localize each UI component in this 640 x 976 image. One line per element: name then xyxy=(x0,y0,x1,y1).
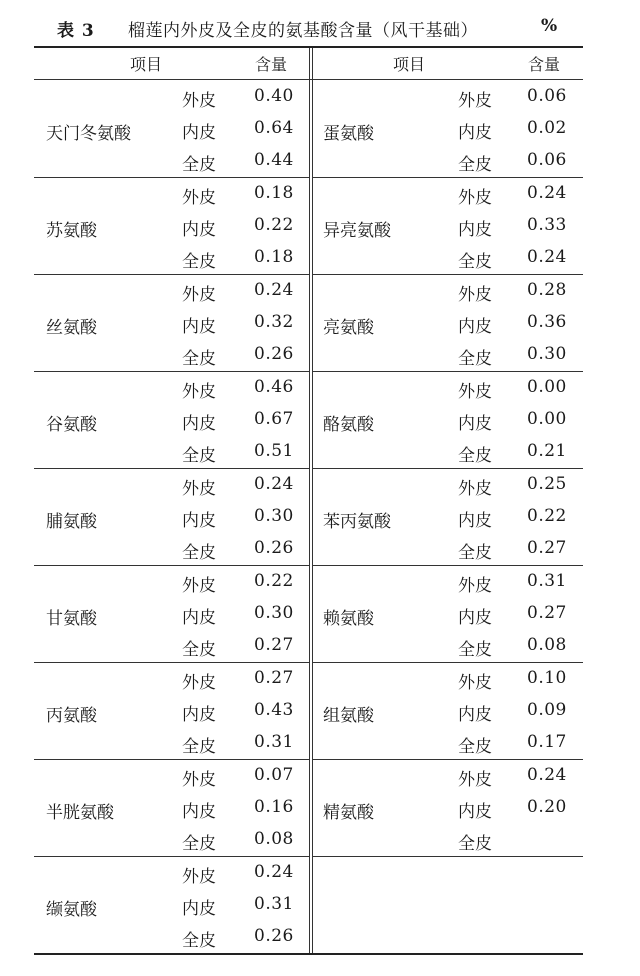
peel-part-label: 内皮 xyxy=(458,705,492,725)
peel-part-label: 内皮 xyxy=(458,220,492,240)
content-value: 0.00 xyxy=(527,409,567,429)
peel-part-label: 全皮 xyxy=(458,446,492,466)
peel-part-label: 外皮 xyxy=(458,770,492,790)
content-value: 0.26 xyxy=(254,538,294,558)
amino-acid-group xyxy=(0,566,640,663)
table-number: 表 3 xyxy=(57,21,95,41)
peel-part-label: 全皮 xyxy=(458,252,492,272)
peel-part-label: 外皮 xyxy=(182,770,216,790)
group-separator xyxy=(312,856,583,857)
peel-part-label: 外皮 xyxy=(458,91,492,111)
amino-acid-name: 缬氨酸 xyxy=(46,900,97,920)
amino-acid-group xyxy=(0,372,640,469)
peel-part-label: 内皮 xyxy=(458,414,492,434)
peel-part-label: 全皮 xyxy=(458,349,492,369)
amino-acid-group xyxy=(0,178,640,275)
peel-part-label: 全皮 xyxy=(458,543,492,563)
content-value: 0.24 xyxy=(527,765,567,785)
amino-acid-name: 赖氨酸 xyxy=(323,609,374,629)
peel-part-label: 全皮 xyxy=(182,446,216,466)
peel-part-label: 内皮 xyxy=(182,705,216,725)
peel-part-label: 外皮 xyxy=(182,673,216,693)
peel-part-label: 内皮 xyxy=(182,608,216,628)
content-value: 0.33 xyxy=(527,215,567,235)
amino-acid-name: 苏氨酸 xyxy=(46,221,97,241)
content-value: 0.36 xyxy=(527,312,567,332)
content-value: 0.26 xyxy=(254,344,294,364)
peel-part-label: 外皮 xyxy=(458,673,492,693)
content-value: 0.20 xyxy=(527,797,567,817)
content-value: 0.24 xyxy=(527,183,567,203)
peel-part-label: 外皮 xyxy=(182,285,216,305)
peel-part-label: 内皮 xyxy=(458,123,492,143)
content-value: 0.02 xyxy=(527,118,567,138)
amino-acid-name: 谷氨酸 xyxy=(46,415,97,435)
peel-part-label: 外皮 xyxy=(182,867,216,887)
peel-part-label: 全皮 xyxy=(182,252,216,272)
content-value: 0.00 xyxy=(527,377,567,397)
amino-acid-group xyxy=(0,469,640,566)
amino-acid-name: 酪氨酸 xyxy=(323,415,374,435)
table-caption xyxy=(0,12,640,44)
content-value: 0.27 xyxy=(254,668,294,688)
amino-acid-name: 精氨酸 xyxy=(323,803,374,823)
content-value: 0.24 xyxy=(254,474,294,494)
header-content-left: 含量 xyxy=(255,55,288,74)
content-value: 0.31 xyxy=(254,894,294,914)
content-value: 0.06 xyxy=(527,86,567,106)
peel-part-label: 内皮 xyxy=(182,899,216,919)
content-value: 0.24 xyxy=(254,280,294,300)
table-header xyxy=(0,52,640,78)
peel-part-label: 全皮 xyxy=(182,834,216,854)
content-value: 0.08 xyxy=(254,829,294,849)
content-value: 0.30 xyxy=(254,603,294,623)
amino-acid-name: 亮氨酸 xyxy=(323,318,374,338)
content-value: 0.24 xyxy=(527,247,567,267)
content-value: 0.22 xyxy=(254,571,294,591)
peel-part-label: 全皮 xyxy=(458,640,492,660)
header-content-right: 含量 xyxy=(528,55,561,74)
peel-part-label: 内皮 xyxy=(182,802,216,822)
amino-acid-group xyxy=(0,275,640,372)
peel-part-label: 全皮 xyxy=(182,349,216,369)
amino-acid-name: 苯丙氨酸 xyxy=(323,512,391,532)
table-title: 榴莲内外皮及全皮的氨基酸含量（风干基础） xyxy=(128,21,478,41)
bottom-rule xyxy=(34,953,583,955)
peel-part-label: 全皮 xyxy=(458,155,492,175)
content-value: 0.22 xyxy=(527,506,567,526)
peel-part-label: 内皮 xyxy=(458,608,492,628)
peel-part-label: 内皮 xyxy=(182,414,216,434)
amino-acid-name: 异亮氨酸 xyxy=(323,221,391,241)
content-value: 0.18 xyxy=(254,183,294,203)
content-value: 0.64 xyxy=(254,118,294,138)
content-value: 0.67 xyxy=(254,409,294,429)
peel-part-label: 外皮 xyxy=(458,576,492,596)
peel-part-label: 外皮 xyxy=(458,285,492,305)
peel-part-label: 内皮 xyxy=(182,317,216,337)
content-value: 0.22 xyxy=(254,215,294,235)
peel-part-label: 内皮 xyxy=(458,511,492,531)
amino-acid-name: 丙氨酸 xyxy=(46,706,97,726)
content-value: 0.10 xyxy=(527,668,567,688)
peel-part-label: 内皮 xyxy=(182,220,216,240)
amino-acid-group xyxy=(0,760,640,857)
peel-part-label: 外皮 xyxy=(458,479,492,499)
peel-part-label: 外皮 xyxy=(182,479,216,499)
peel-part-label: 全皮 xyxy=(182,543,216,563)
peel-part-label: 全皮 xyxy=(458,834,492,854)
amino-acid-name: 甘氨酸 xyxy=(46,609,97,629)
amino-acid-name: 蛋氨酸 xyxy=(323,124,374,144)
unit-label: % xyxy=(541,16,558,36)
peel-part-label: 全皮 xyxy=(182,640,216,660)
header-item-left: 项目 xyxy=(130,55,163,74)
amino-acid-group xyxy=(0,857,640,954)
content-value: 0.18 xyxy=(254,247,294,267)
content-value: 0.44 xyxy=(254,150,294,170)
content-value: 0.09 xyxy=(527,700,567,720)
content-value: 0.24 xyxy=(254,862,294,882)
content-value: 0.27 xyxy=(254,635,294,655)
amino-acid-name: 丝氨酸 xyxy=(46,318,97,338)
peel-part-label: 内皮 xyxy=(182,123,216,143)
content-value: 0.27 xyxy=(527,603,567,623)
content-value: 0.21 xyxy=(527,441,567,461)
content-value: 0.40 xyxy=(254,86,294,106)
content-value: 0.30 xyxy=(527,344,567,364)
content-value: 0.31 xyxy=(254,732,294,752)
peel-part-label: 外皮 xyxy=(458,382,492,402)
content-value: 0.16 xyxy=(254,797,294,817)
content-value: 0.08 xyxy=(527,635,567,655)
peel-part-label: 内皮 xyxy=(458,802,492,822)
amino-acid-name: 天门冬氨酸 xyxy=(46,124,131,144)
content-value: 0.17 xyxy=(527,732,567,752)
peel-part-label: 外皮 xyxy=(182,188,216,208)
content-value: 0.32 xyxy=(254,312,294,332)
content-value: 0.46 xyxy=(254,377,294,397)
peel-part-label: 全皮 xyxy=(182,737,216,757)
amino-acid-name: 组氨酸 xyxy=(323,706,374,726)
content-value: 0.06 xyxy=(527,150,567,170)
content-value: 0.28 xyxy=(527,280,567,300)
content-value: 0.25 xyxy=(527,474,567,494)
peel-part-label: 全皮 xyxy=(458,737,492,757)
amino-acid-name: 脯氨酸 xyxy=(46,512,97,532)
peel-part-label: 外皮 xyxy=(182,382,216,402)
peel-part-label: 全皮 xyxy=(182,931,216,951)
content-value: 0.31 xyxy=(527,571,567,591)
content-value: 0.27 xyxy=(527,538,567,558)
content-value: 0.30 xyxy=(254,506,294,526)
content-value: 0.26 xyxy=(254,926,294,946)
content-value: 0.07 xyxy=(254,765,294,785)
peel-part-label: 内皮 xyxy=(458,317,492,337)
peel-part-label: 外皮 xyxy=(182,576,216,596)
amino-acid-name: 半胱氨酸 xyxy=(46,803,114,823)
peel-part-label: 全皮 xyxy=(182,155,216,175)
content-value: 0.43 xyxy=(254,700,294,720)
peel-part-label: 外皮 xyxy=(182,91,216,111)
header-item-right: 项目 xyxy=(393,55,426,74)
amino-acid-group xyxy=(0,81,640,178)
content-value: 0.51 xyxy=(254,441,294,461)
peel-part-label: 内皮 xyxy=(182,511,216,531)
peel-part-label: 外皮 xyxy=(458,188,492,208)
amino-acid-group xyxy=(0,663,640,760)
